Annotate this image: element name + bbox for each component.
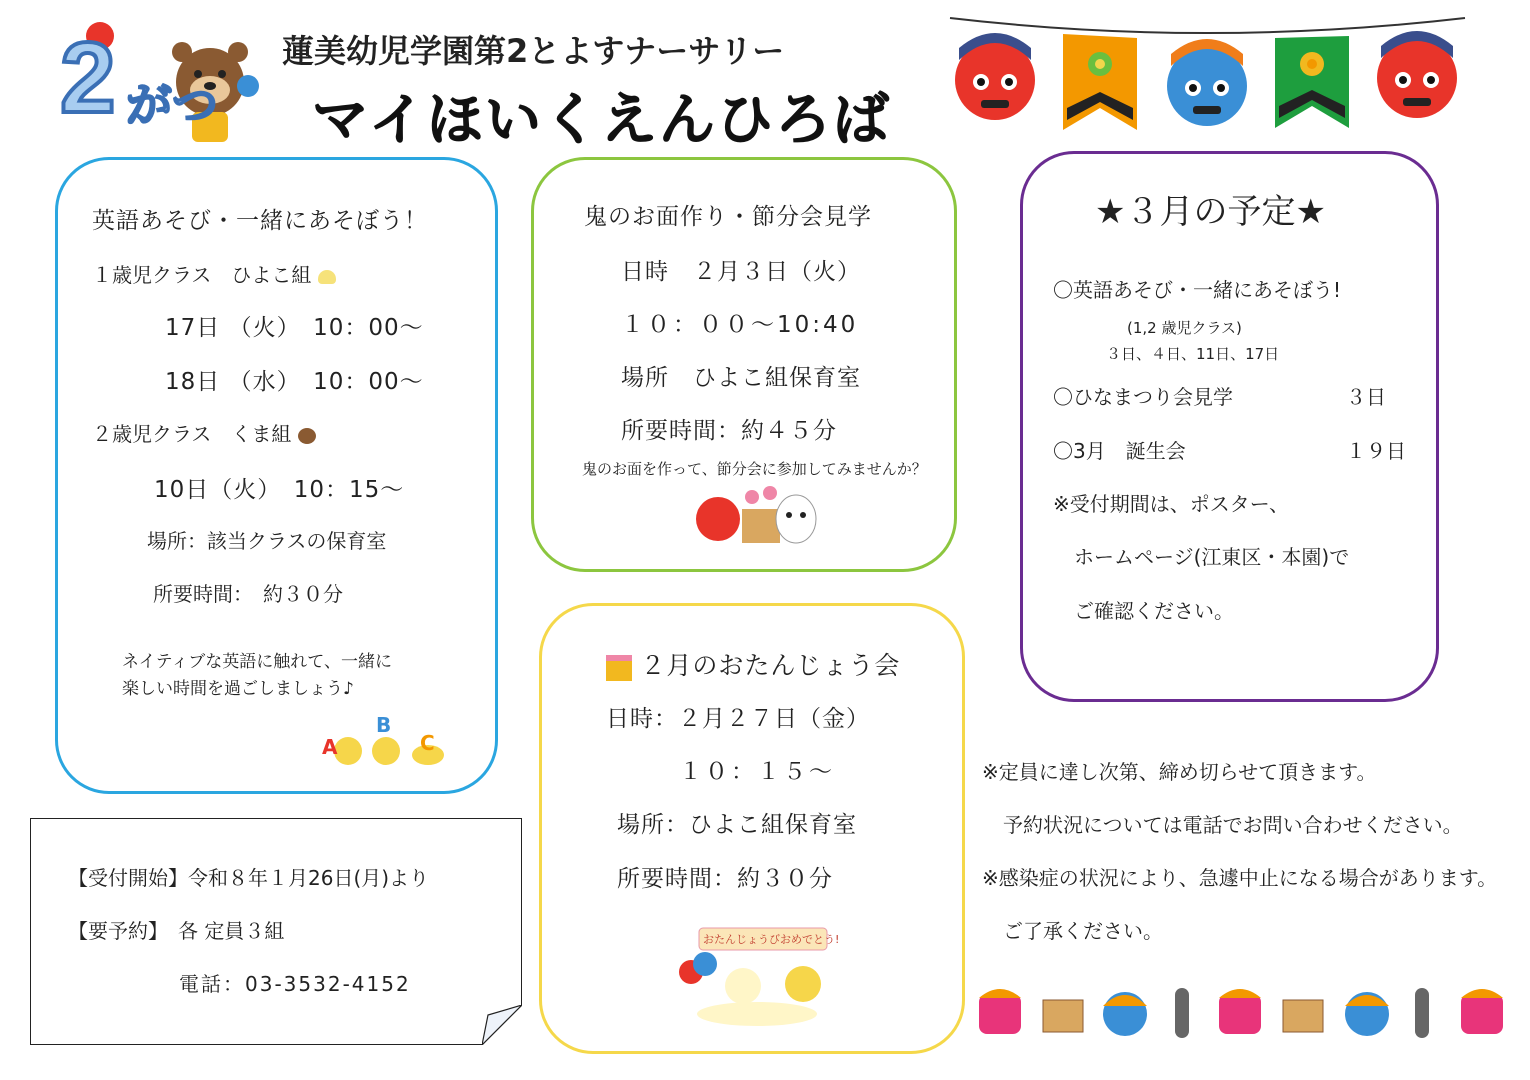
birthday-title: ２月のおたんじょう会 <box>640 651 901 680</box>
march-item-english: 〇英語あそび・一緒にあそぼう! <box>1053 278 1342 302</box>
letter-b: B <box>376 713 392 737</box>
oni-place: 場所 ひよこ組保育室 <box>621 365 861 391</box>
english-play-section <box>55 157 498 794</box>
march-item-english-days: ３日、４日、11日、17日 <box>1106 345 1280 363</box>
oni-border-decoration <box>975 980 1515 1042</box>
oni-bunting-decoration <box>945 8 1470 138</box>
abc-chicks-illustration <box>320 713 450 769</box>
letter-c: C <box>420 731 435 755</box>
oni-note: 鬼のお面を作って、節分会に参加してみませんか？ <box>582 460 927 478</box>
birthday-banner: おたんじょうびおめでとう! <box>703 933 840 946</box>
oni-date: 日時 ２月３日（火） <box>621 259 861 285</box>
class2-session-1: 10日（火） 10：15〜 <box>154 477 405 503</box>
oni-time: １０：００〜10:40 <box>621 312 859 338</box>
birthday-date: 日時：２月２７日（金） <box>606 706 870 732</box>
notice-reservation-status: 予約状況については電話でお問い合わせください。 <box>1003 813 1463 837</box>
birthday-time: １０：１５〜 <box>679 759 835 785</box>
month-logo <box>60 12 260 142</box>
march-item-hinamatsuri: 〇ひなまつり会見学 <box>1053 385 1233 409</box>
class2-text: ２歳児クラス くま組 <box>92 422 292 446</box>
page-curl-corner <box>482 1005 522 1045</box>
notice-capacity: ※定員に達し次第、締め切らせて頂きます。 <box>982 760 1377 784</box>
english-note-1: ネイティブな英語に触れて、一緒に <box>122 652 392 672</box>
phone-number: 電話：03-3532-4152 <box>179 972 411 996</box>
march-title: ★３月の予定★ <box>1095 192 1326 232</box>
page-title: マイほいくえんひろば <box>312 88 891 153</box>
birthday-title-row <box>606 646 900 682</box>
cake-icon <box>606 655 632 681</box>
march-hinamatsuri-day: ３日 <box>1346 385 1386 409</box>
class1-session-1: 17日 （火） 10：00〜 <box>165 315 424 341</box>
march-birthday-day: １９日 <box>1346 439 1406 463</box>
english-title: 英語あそび・一緒にあそぼう！ <box>92 208 428 234</box>
class1-text: １歳児クラス ひよこ組 <box>92 263 312 287</box>
month-suffix: がつ <box>126 78 218 132</box>
notice-understanding: ご了承ください。 <box>1003 919 1163 943</box>
march-item-birthday: 〇3月 誕生会 <box>1053 439 1186 463</box>
class1-session-2: 18日 （水） 10：00〜 <box>165 369 424 395</box>
red-oni-icon <box>955 33 1035 120</box>
english-place: 場所：該当クラスの保育室 <box>147 529 387 553</box>
birthday-place: 場所：ひよこ組保育室 <box>617 812 857 838</box>
organization-name: 蓮美幼児学園第2とよすナーサリー <box>282 32 785 70</box>
bear-icon <box>298 428 316 444</box>
march-note-3: ご確認ください。 <box>1074 599 1234 623</box>
setsubun-illustration <box>692 485 822 549</box>
month-number: 2 <box>60 22 116 134</box>
oni-mask-section <box>531 157 957 572</box>
reservation-required: 【要予約】 各 定員３組 <box>68 919 285 943</box>
oni-title: 鬼のお面作り・節分会見学 <box>584 204 872 230</box>
oni-duration: 所要時間：約４５分 <box>621 418 837 444</box>
reception-info-box <box>30 818 522 1045</box>
english-note-2: 楽しい時間を過ごしましょう♪ <box>122 679 354 699</box>
english-duration: 所要時間： 約３０分 <box>153 582 343 606</box>
chick-icon <box>318 270 336 284</box>
class2-label <box>92 418 316 447</box>
class1-label <box>92 259 336 288</box>
birthday-illustration <box>677 924 847 1028</box>
march-note-2: ホームページ(江東区・本園)で <box>1074 545 1350 569</box>
birthday-party-section <box>539 603 965 1054</box>
march-item-english-sub: (1,2 歳児クラス) <box>1127 319 1242 337</box>
letter-a: A <box>322 735 338 759</box>
notice-infection: ※感染症の状況により、急遽中止になる場合があります。 <box>982 866 1498 890</box>
reception-start: 【受付開始】令和８年１月26日(月)より <box>68 866 430 890</box>
birthday-duration: 所要時間：約３０分 <box>617 866 833 892</box>
march-schedule-section <box>1020 151 1439 702</box>
march-note-1: ※受付期間は、ポスター、 <box>1053 492 1289 516</box>
